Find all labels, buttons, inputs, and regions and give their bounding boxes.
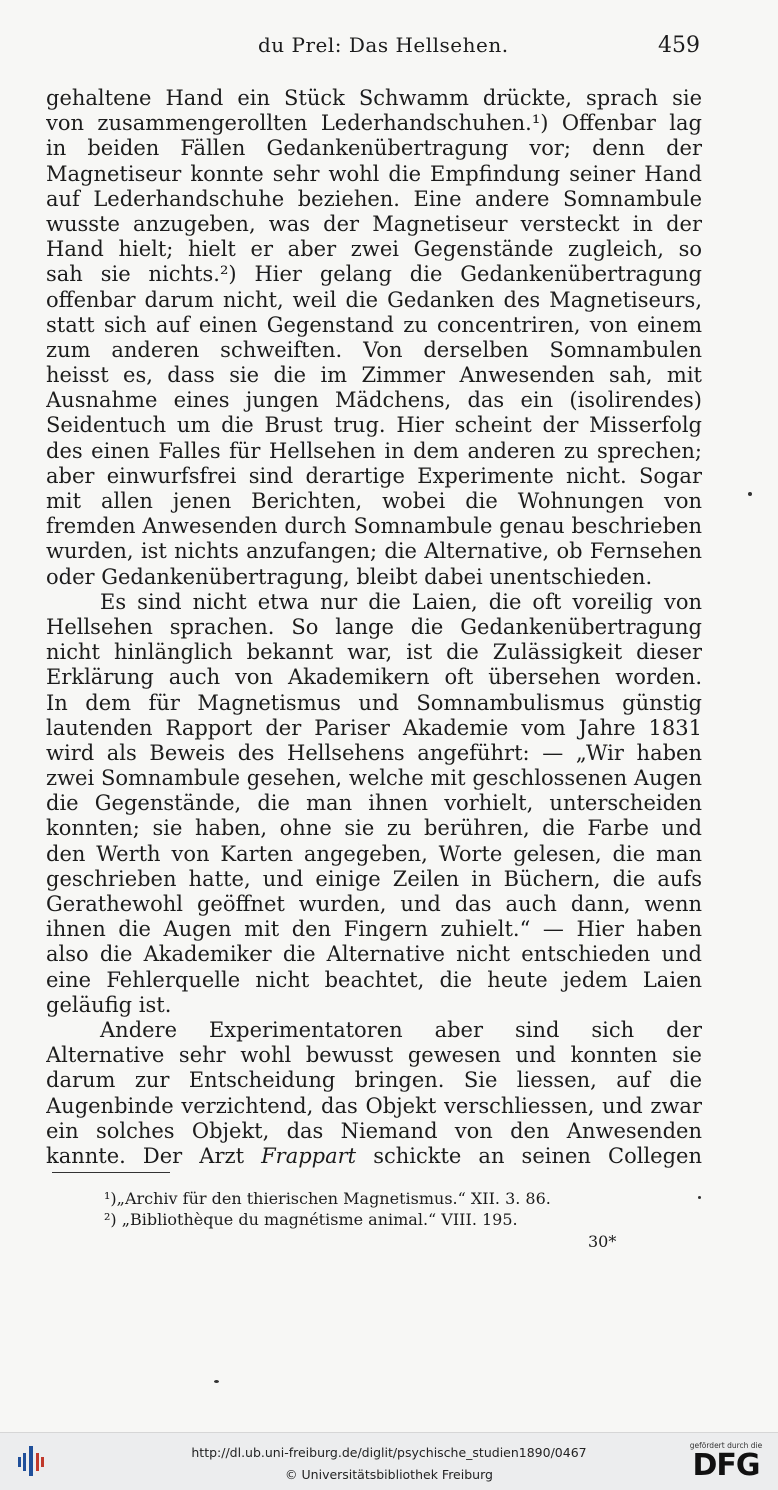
ink-speck [698, 1196, 701, 1199]
viewer-footer-bar [0, 1432, 778, 1490]
person-name-italic: Frappart [261, 1143, 357, 1168]
text-line: Alternative sehr wohl bewusst gewesen und konnten sie [46, 1043, 702, 1068]
text-line: Hand hielt; hielt er aber zwei Gegenstände zugleich, so [46, 237, 702, 262]
text-line: wurden, ist nichts anzufangen; die Alternative, ob Fernsehen [46, 539, 702, 564]
text-line: zum anderen schweiften. Von derselben Somnambulen [46, 337, 702, 362]
text-line: In dem für Magnetismus und Somnambulismus günstig [46, 690, 702, 715]
page-number: 459 [658, 33, 700, 58]
running-title: du Prel: Das Hellsehen. [258, 33, 509, 57]
permalink-url[interactable]: http://dl.ub.uni-freiburg.de/diglit/psychische_studien1890/0467 [191, 1445, 587, 1460]
text-line: von zusammengerollten Lederhandschuhen.¹) Offenbar lag [46, 111, 702, 136]
footnotes [104, 1188, 664, 1230]
footnote-1: ¹)„Archiv für den thierischen Magnetismus.“ XII. 3. 86. [104, 1189, 551, 1208]
text-line: auf Lederhandschuhe beziehen. Eine andere Somnambule [46, 186, 702, 211]
footnote-2: ²) „Bibliothèque du magnétisme animal.“ VIII. 195. [104, 1210, 518, 1229]
text-line: Erklärung auch von Akademikern oft übersehen worden. [46, 665, 702, 690]
text-line: offenbar darum nicht, weil die Gedanken des Magnetiseurs, [46, 287, 702, 312]
line-head: kannte. Der Arzt [46, 1143, 245, 1168]
text-line: konnten; sie haben, ohne sie zu berühren, die Farbe und [46, 816, 702, 841]
text-line: wird als Beweis des Hellsehens angeführt: — „Wir haben [46, 740, 702, 765]
text-line: statt sich auf einen Gegenstand zu concentriren, von einem [46, 312, 702, 337]
text-line: ein solches Objekt, das Niemand von den Anwesenden [46, 1118, 702, 1143]
footnote-rule [52, 1172, 170, 1173]
printer-signature: 30* [588, 1232, 617, 1251]
text-line: die Gegenstände, die man ihnen vorhielt, unterscheiden [46, 791, 702, 816]
text-line: sah sie nichts.²) Hier gelang die Gedankenübertragung [46, 262, 702, 287]
text-line: lautenden Rapport der Pariser Akademie vom Jahre 1831 [46, 715, 702, 740]
text-line: geschrieben hatte, und einige Zeilen in Büchern, die aufs [46, 866, 702, 891]
text-line: den Werth von Karten angegeben, Worte gelesen, die man [46, 841, 702, 866]
text-line: Hellsehen sprachen. So lange die Gedankenübertragung [46, 614, 702, 639]
text-line-with-name [46, 1144, 702, 1169]
ink-speck [214, 1380, 219, 1383]
dfg-funding-badge[interactable] [684, 1441, 768, 1482]
text-line: darum zur Entscheidung bringen. Sie liessen, auf die [46, 1068, 702, 1093]
text-line: Augenbinde verzichtend, das Objekt verschliessen, und zwar [46, 1093, 702, 1118]
dfg-caption: gefördert durch die [689, 1441, 763, 1450]
text-line: Gerathewohl geöffnet wurden, und das auch dann, wenn [46, 892, 702, 916]
text-line: gehaltene Hand ein Stück Schwamm drückte, sprach sie [46, 86, 702, 110]
text-line: mit allen jenen Berichten, wobei die Wohnungen von [46, 489, 702, 513]
text-line: Seidentuch um die Brust trug. Hier scheint der Misserfolg [46, 413, 702, 438]
text-line: also die Akademiker die Alternative nicht entschieden und [46, 942, 702, 967]
paragraph-start-line: Andere Experimentatoren aber sind sich der [100, 1017, 702, 1042]
text-line: des einen Falles für Hellsehen in dem anderen zu sprechen; [46, 438, 702, 463]
text-line: wusste anzugeben, was der Magnetiseur versteckt in der [46, 211, 702, 236]
text-line: heisst es, dass sie die im Zimmer Anwesenden sah, mit [46, 363, 702, 388]
text-line: ihnen die Augen mit den Fingern zuhielt.“ — Hier haben [46, 917, 702, 942]
paragraph-end-line: geläufig ist. [46, 992, 172, 1017]
paragraph-end-line: oder Gedankenübertragung, bleibt dabei unentschieden. [46, 564, 653, 589]
text-line: zwei Somnambule gesehen, welche mit geschlossenen Augen [46, 766, 702, 791]
text-line: Ausnahme eines jungen Mädchens, das ein (isolirendes) [46, 388, 702, 413]
line-tail: schickte an seinen Collegen [373, 1143, 702, 1168]
dfg-logo: DFG [692, 1448, 760, 1483]
text-line: fremden Anwesenden durch Somnambule genau beschrieben [46, 514, 702, 539]
copyright-notice: © Universitätsbibliothek Freiburg [285, 1467, 493, 1482]
text-line: aber einwurfsfrei sind derartige Experimente nicht. Sogar [46, 463, 702, 488]
text-line: eine Fehlerquelle nicht beachtet, die heute jedem Laien [46, 967, 702, 992]
body-text [46, 86, 702, 1169]
text-line: in beiden Fällen Gedankenübertragung vor; denn der [46, 136, 702, 161]
text-line: Magnetiseur konnte sehr wohl die Empfindung seiner Hand [46, 161, 702, 186]
paragraph-start-line: Es sind nicht etwa nur die Laien, die oft voreilig von [100, 589, 702, 614]
text-line: nicht hinlänglich bekannt war, ist die Zulässigkeit dieser [46, 640, 702, 665]
ink-speck [748, 492, 752, 496]
